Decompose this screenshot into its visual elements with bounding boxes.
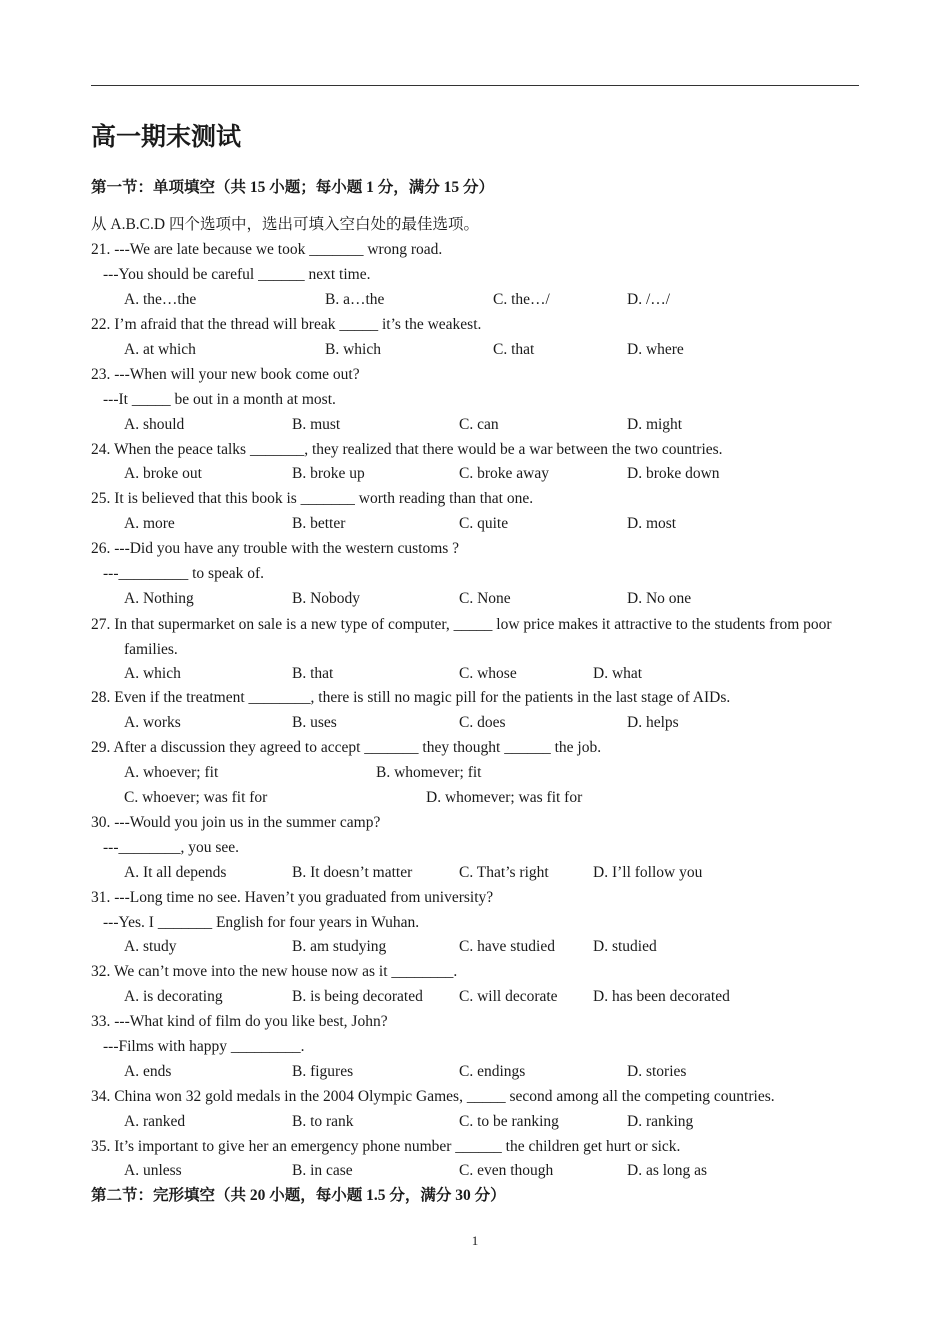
question-27-stem: 27. In that supermarket on sale is a new type of computer, _____ low price makes it attractive to the students from poor families. bbox=[91, 616, 832, 658]
question-26-response: ---_________ to speak of. bbox=[103, 565, 264, 582]
question-25-choice-d: D. most bbox=[627, 515, 677, 532]
question-27-choice-a: A. which bbox=[124, 665, 181, 682]
section-1-heading: 第一节：单项填空（共 15 小题；每小题 1 分，满分 15 分） bbox=[91, 179, 495, 196]
question-34-stem: 34. China won 32 gold medals in the 2004 Olympic Games, _____ second among all the competing countries. bbox=[91, 1088, 775, 1105]
question-29-choice-b: B. whomever; fit bbox=[376, 764, 482, 781]
question-28-choice-c: C. does bbox=[459, 714, 506, 731]
question-22-choice-a: A. at which bbox=[124, 341, 196, 358]
question-28-choice-b: B. uses bbox=[292, 714, 337, 731]
question-24-choice-b: B. broke up bbox=[292, 465, 365, 482]
question-29-choice-d: D. whomever; was fit for bbox=[426, 789, 583, 806]
question-32-choice-b: B. is being decorated bbox=[292, 988, 423, 1005]
question-24-choice-c: C. broke away bbox=[459, 465, 549, 482]
question-32-stem: 32. We can’t move into the new house now as it ________. bbox=[91, 963, 458, 980]
question-28-choice-a: A. works bbox=[124, 714, 181, 731]
question-33-choice-b: B. figures bbox=[292, 1063, 354, 1080]
question-26-choice-d: D. No one bbox=[627, 590, 692, 607]
question-34-choice-a: A. ranked bbox=[124, 1113, 186, 1130]
question-33-stem: 33. ---What kind of film do you like best, John? bbox=[91, 1013, 388, 1030]
question-31-stem: 31. ---Long time no see. Haven’t you graduated from university? bbox=[91, 889, 494, 906]
question-34-choice-d: D. ranking bbox=[627, 1113, 694, 1130]
question-25-choice-a: A. more bbox=[124, 515, 175, 532]
question-26-choice-a: A. Nothing bbox=[124, 590, 194, 607]
question-29-choice-c: C. whoever; was fit for bbox=[124, 789, 268, 806]
question-21-stem: 21. ---We are late because we took _______ wrong road. bbox=[91, 241, 443, 258]
question-31-choice-a: A. study bbox=[124, 938, 177, 955]
question-21-choice-a: A. the…the bbox=[124, 291, 197, 308]
section-2-heading: 第二节：完形填空（共 20 小题，每小题 1.5 分，满分 30 分） bbox=[91, 1187, 506, 1204]
question-24-stem: 24. When the peace talks _______, they realized that there would be a war between the two countries. bbox=[91, 441, 723, 458]
question-31-choice-c: C. have studied bbox=[459, 938, 555, 955]
question-26-choice-b: B. Nobody bbox=[292, 590, 361, 607]
question-25-choice-c: C. quite bbox=[459, 515, 509, 532]
question-24-choice-a: A. broke out bbox=[124, 465, 202, 482]
question-30-choice-a: A. It all depends bbox=[124, 864, 227, 881]
question-23-choice-b: B. must bbox=[292, 416, 341, 433]
question-33-choice-a: A. ends bbox=[124, 1063, 172, 1080]
question-26-stem: 26. ---Did you have any trouble with the western customs ? bbox=[91, 540, 460, 557]
question-27-choice-b: B. that bbox=[292, 665, 334, 682]
question-35-stem: 35. It’s important to give her an emergency phone number ______ the children get hurt or sick. bbox=[91, 1138, 681, 1155]
question-30-choice-d: D. I’ll follow you bbox=[593, 864, 703, 881]
question-34-choice-b: B. to rank bbox=[292, 1113, 354, 1130]
question-22-choice-d: D. where bbox=[627, 341, 684, 358]
question-35-choice-b: B. in case bbox=[292, 1162, 353, 1179]
question-30-response: ---________, you see. bbox=[103, 839, 240, 856]
question-22-choice-c: C. that bbox=[493, 341, 535, 358]
question-32-choice-d: D. has been decorated bbox=[593, 988, 730, 1005]
question-21-choice-c: C. the…/ bbox=[493, 291, 550, 308]
question-28-stem: 28. Even if the treatment ________, there is still no magic pill for the patients in the last stage of AIDs. bbox=[91, 689, 731, 706]
question-35-choice-c: C. even though bbox=[459, 1162, 554, 1179]
question-27-choice-c: C. whose bbox=[459, 665, 517, 682]
question-31-choice-d: D. studied bbox=[593, 938, 657, 955]
question-33-choice-c: C. endings bbox=[459, 1063, 526, 1080]
question-30-stem: 30. ---Would you join us in the summer camp? bbox=[91, 814, 381, 831]
question-31-choice-b: B. am studying bbox=[292, 938, 387, 955]
header-rule bbox=[91, 85, 859, 86]
question-25-choice-b: B. better bbox=[292, 515, 346, 532]
question-29-stem: 29. After a discussion they agreed to accept _______ they thought ______ the job. bbox=[91, 739, 602, 756]
question-27-choice-d: D. what bbox=[593, 665, 643, 682]
question-32-choice-a: A. is decorating bbox=[124, 988, 223, 1005]
page-title: 高一期末测试 bbox=[91, 124, 242, 151]
question-24-choice-d: D. broke down bbox=[627, 465, 720, 482]
question-35-choice-a: A. unless bbox=[124, 1162, 182, 1179]
question-34-choice-c: C. to be ranking bbox=[459, 1113, 559, 1130]
question-23-choice-a: A. should bbox=[124, 416, 185, 433]
question-25-stem: 25. It is believed that this book is _______ worth reading than that one. bbox=[91, 490, 534, 507]
question-23-choice-d: D. might bbox=[627, 416, 683, 433]
question-23-stem: 23. ---When will your new book come out? bbox=[91, 366, 360, 383]
question-26-choice-c: C. None bbox=[459, 590, 511, 607]
question-30-choice-b: B. It doesn’t matter bbox=[292, 864, 413, 881]
question-31-response: ---Yes. I _______ English for four years in Wuhan. bbox=[103, 914, 420, 931]
question-22-choice-b: B. which bbox=[325, 341, 381, 358]
question-35-choice-d: D. as long as bbox=[627, 1162, 708, 1179]
question-22-stem: 22. I’m afraid that the thread will break _____ it’s the weakest. bbox=[91, 316, 482, 333]
section-1-instruction: 从 A.B.C.D 四个选项中，选出可填入空白处的最佳选项。 bbox=[91, 216, 479, 233]
question-33-response: ---Films with happy _________. bbox=[103, 1038, 305, 1055]
page-number: 1 bbox=[471, 1233, 479, 1248]
question-29-choice-a: A. whoever; fit bbox=[124, 764, 219, 781]
question-23-response: ---It _____ be out in a month at most. bbox=[103, 391, 336, 408]
question-21-choice-d: D. /…/ bbox=[627, 291, 671, 308]
question-21-choice-b: B. a…the bbox=[325, 291, 385, 308]
question-23-choice-c: C. can bbox=[459, 416, 499, 433]
question-21-response: ---You should be careful ______ next time. bbox=[103, 266, 371, 283]
question-28-choice-d: D. helps bbox=[627, 714, 679, 731]
question-30-choice-c: C. That’s right bbox=[459, 864, 549, 881]
question-32-choice-c: C. will decorate bbox=[459, 988, 558, 1005]
question-33-choice-d: D. stories bbox=[627, 1063, 687, 1080]
